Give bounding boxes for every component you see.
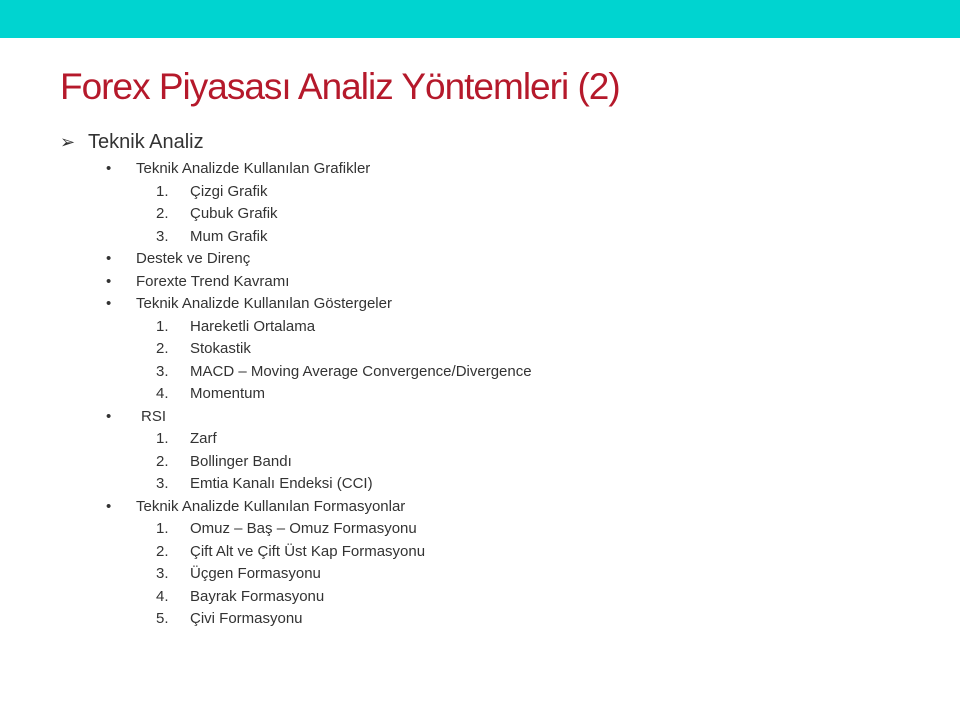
list-item: [60, 473, 920, 496]
list-item: [60, 608, 920, 631]
list-item: [60, 563, 920, 586]
item-number: 3.: [156, 362, 169, 380]
bullet-icon: •: [106, 497, 112, 515]
item-number: 3.: [156, 565, 169, 582]
section-item: [60, 248, 920, 271]
bullet-icon: •: [106, 295, 112, 312]
item-number: 2.: [156, 542, 169, 560]
list-item: [60, 383, 920, 406]
section-label: Teknik Analizde Kullanılan Göstergeler: [136, 295, 392, 312]
bullet-icon: •: [106, 407, 112, 425]
item-label: MACD – Moving Average Convergence/Divergence: [190, 362, 532, 380]
item-number: 1.: [156, 520, 169, 537]
item-label: Zarf: [190, 430, 217, 447]
item-label: Stokastik: [190, 340, 251, 357]
section-item: [60, 496, 920, 519]
heading-text: Teknik Analiz: [88, 131, 204, 153]
arrow-bullet-icon: ➢: [60, 132, 76, 152]
item-number: 2.: [156, 452, 169, 470]
section-label: Teknik Analizde Kullanılan Formasyonlar: [136, 497, 406, 515]
bullet-icon: •: [106, 160, 112, 177]
item-label: Hareketli Ortalama: [190, 317, 316, 335]
item-number: 1.: [156, 317, 169, 335]
item-label: Çivi Formasyonu: [190, 610, 303, 627]
item-label: Mum Grafik: [190, 227, 268, 245]
item-label: Emtia Kanalı Endeksi (CCI): [190, 475, 373, 492]
item-number: 3.: [156, 475, 169, 492]
section-item: [60, 158, 920, 181]
item-label: Çubuk Grafik: [190, 205, 278, 222]
slide-content: [60, 128, 920, 631]
heading-teknik-analiz: [60, 128, 920, 156]
item-number: 4.: [156, 587, 169, 605]
item-label: Bayrak Formasyonu: [190, 587, 325, 605]
section-item: [60, 293, 920, 316]
section-item: [60, 406, 920, 429]
item-label: Omuz – Baş – Omuz Formasyonu: [190, 520, 417, 537]
list-item: [60, 586, 920, 609]
item-number: 2.: [156, 205, 169, 222]
top-accent-bar: [0, 0, 960, 38]
list-item: [60, 518, 920, 541]
item-label: Çizgi Grafik: [190, 182, 268, 200]
item-number: 3.: [156, 227, 169, 245]
list-item: [60, 316, 920, 339]
list-item: [60, 181, 920, 204]
list-item: [60, 541, 920, 564]
item-number: 1.: [156, 182, 169, 200]
list-item: [60, 361, 920, 384]
item-number: 2.: [156, 340, 169, 357]
section-label: Forexte Trend Kavramı: [136, 272, 290, 290]
list-item: [60, 428, 920, 451]
bullet-icon: •: [106, 272, 112, 290]
slide-title: Forex Piyasası Analiz Yöntemleri (2): [60, 66, 620, 107]
list-item: [60, 226, 920, 249]
item-number: 4.: [156, 385, 169, 402]
item-label: Bollinger Bandı: [190, 452, 292, 470]
section-label: RSI: [141, 407, 167, 425]
item-label: Çift Alt ve Çift Üst Kap Formasyonu: [190, 542, 426, 560]
item-number: 1.: [156, 430, 169, 447]
item-label: Momentum: [190, 385, 266, 402]
section-label: Destek ve Direnç: [136, 250, 251, 267]
list-item: [60, 203, 920, 226]
section-item: [60, 271, 920, 294]
item-number: 5.: [156, 610, 169, 627]
section-label: Teknik Analizde Kullanılan Grafikler: [136, 160, 371, 177]
list-item: [60, 338, 920, 361]
list-item: [60, 451, 920, 474]
bullet-icon: •: [106, 250, 112, 267]
item-label: Üçgen Formasyonu: [190, 565, 321, 582]
